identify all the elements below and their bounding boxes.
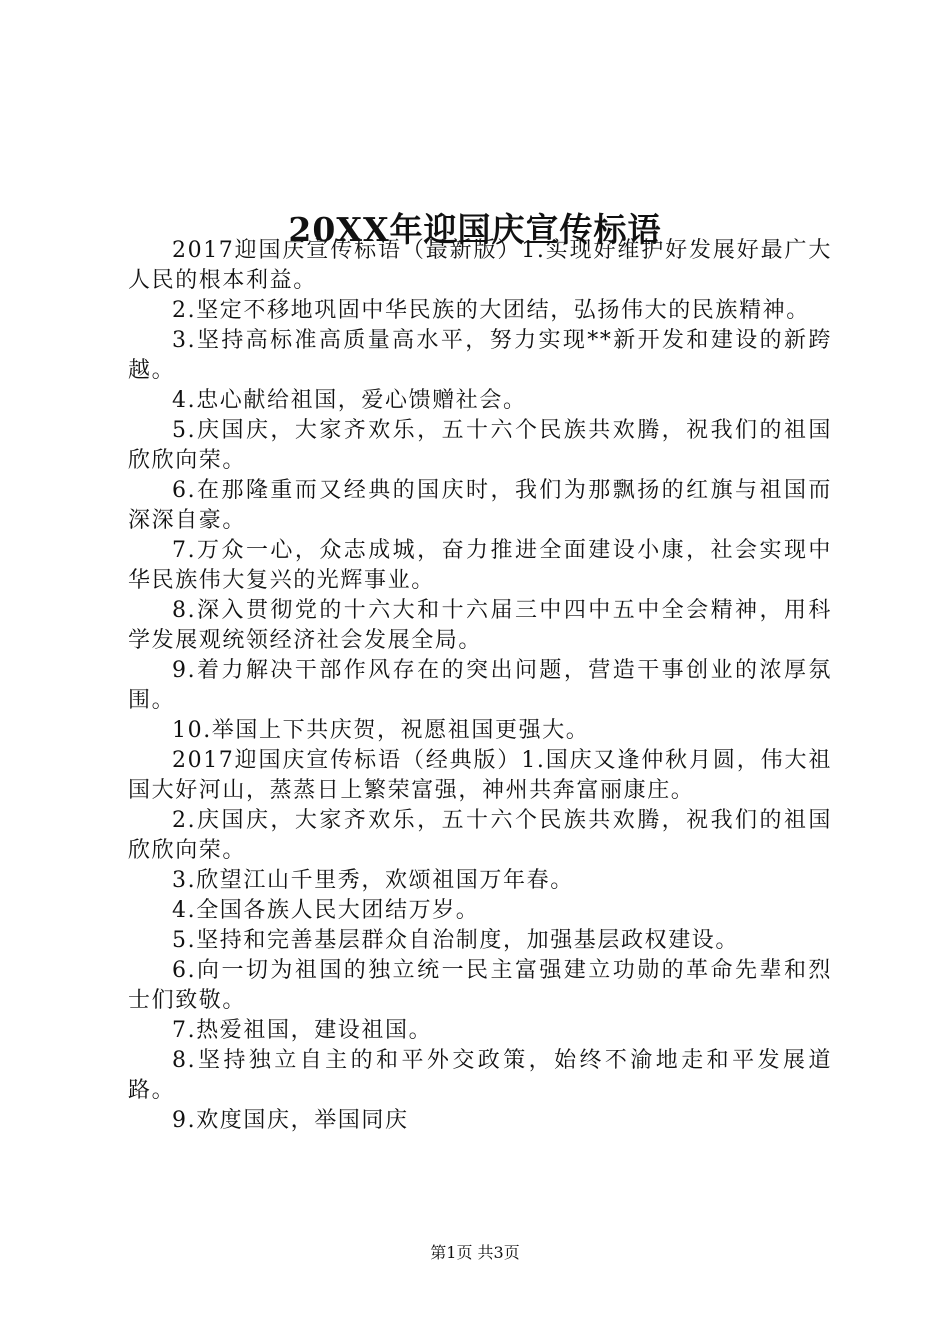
paragraph: 10.举国上下共庆贺，祝愿祖国更强大。: [172, 718, 590, 743]
paragraph: 7.热爱祖国，建设祖国。: [172, 1018, 433, 1043]
paragraph: 5.庆国庆，大家齐欢乐，五十六个民族共欢腾，祝我们的祖国欣欣向荣。: [128, 418, 832, 473]
paragraph: 3.坚持高标准高质量高水平，努力实现**新开发和建设的新跨越。: [128, 328, 832, 383]
paragraph: 8.坚持独立自主的和平外交政策，始终不渝地走和平发展道路。: [128, 1048, 832, 1103]
paragraph: 4.全国各族人民大团结万岁。: [172, 898, 480, 923]
paragraph: 3.欣望江山千里秀，欢颂祖国万年春。: [172, 868, 574, 893]
paragraph: 2017迎国庆宣传标语（最新版）1.实现好维护好发展好最广大人民的根本利益。: [128, 238, 832, 293]
paragraph: 4.忠心献给祖国，爱心馈赠社会。: [172, 388, 527, 413]
paragraph: 2017迎国庆宣传标语（经典版）1.国庆又逢仲秋月圆，伟大祖国大好河山，蒸蒸日上繁荣富强，神州共奔富丽康庄。: [128, 748, 832, 803]
paragraph: 5.坚持和完善基层群众自治制度，加强基层政权建设。: [172, 928, 739, 953]
document-title: 20XX年迎国庆宣传标语: [288, 210, 662, 250]
paragraph: 6.向一切为祖国的独立统一民主富强建立功勋的革命先辈和烈士们致敬。: [128, 958, 832, 1013]
document-body: [128, 236, 832, 1136]
paragraph: 9.欢度国庆，举国同庆: [172, 1108, 409, 1133]
page-number-footer: 第1页 共3页: [430, 1243, 520, 1262]
paragraph: 2.坚定不移地巩固中华民族的大团结，弘扬伟大的民族精神。: [172, 298, 810, 323]
paragraph: 8.深入贯彻党的十六大和十六届三中四中五中全会精神，用科学发展观统领经济社会发展全局。: [128, 598, 832, 653]
paragraph: 9.着力解决干部作风存在的突出问题，营造干事创业的浓厚氛围。: [128, 658, 832, 713]
paragraph: 7.万众一心，众志成城，奋力推进全面建设小康，社会实现中华民族伟大复兴的光辉事业。: [128, 538, 832, 593]
paragraph: 6.在那隆重而又经典的国庆时，我们为那飘扬的红旗与祖国而深深自豪。: [128, 478, 832, 533]
paragraph: 2.庆国庆，大家齐欢乐，五十六个民族共欢腾，祝我们的祖国欣欣向荣。: [128, 808, 832, 863]
